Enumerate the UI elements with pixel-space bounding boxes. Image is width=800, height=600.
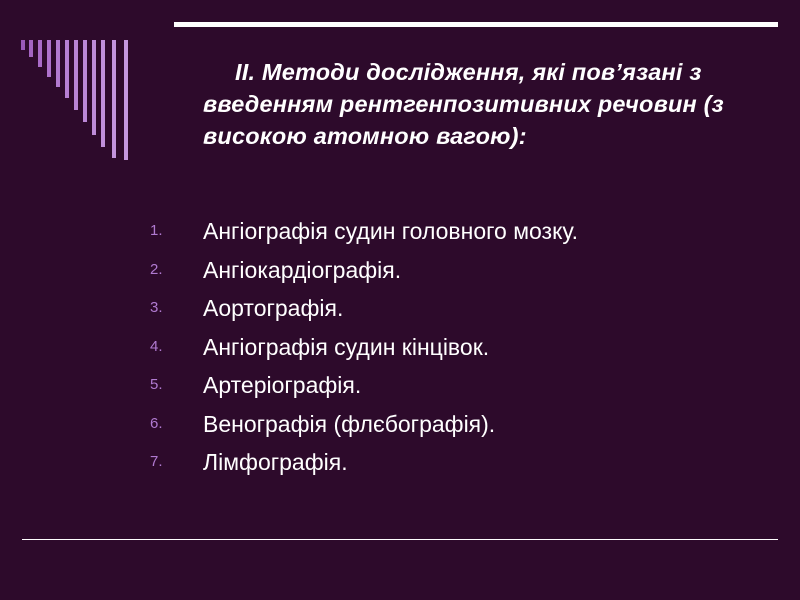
stripe (29, 40, 33, 57)
item-number: 2. (150, 260, 163, 278)
item-number: 3. (150, 299, 163, 316)
item-number: 5. (150, 376, 163, 393)
stripe (47, 40, 51, 77)
stripe (21, 40, 25, 50)
top-rule (174, 22, 778, 27)
item-text: Лімфографія. (203, 449, 348, 475)
methods-list (150, 212, 770, 482)
list-item (150, 289, 770, 328)
list-item (150, 212, 770, 251)
item-text: Ангіографія судин головного мозку. (203, 218, 578, 244)
stripe (92, 40, 96, 135)
item-text: Ангіокардіографія. (203, 256, 402, 283)
item-number: 7. (150, 453, 163, 470)
slide-heading: II. Методи дослідження, які пов’язані з введенням рентгенпозитивних речовин (з високою атомною вагою): (203, 59, 724, 149)
stripe (38, 40, 42, 67)
item-text: Аортографія. (203, 295, 344, 321)
list-item (150, 251, 770, 290)
stripe (124, 40, 128, 160)
item-number: 4. (150, 337, 163, 355)
list-item (150, 443, 770, 482)
stripe (101, 40, 105, 147)
item-text: Ангіографія судин кінцівок. (203, 333, 490, 360)
item-number: 1. (150, 222, 163, 239)
list-item (150, 405, 770, 444)
stripe (83, 40, 87, 122)
stripe (74, 40, 78, 110)
stripe (65, 40, 69, 98)
bottom-rule (22, 539, 778, 540)
item-number: 6. (150, 414, 163, 432)
decorative-stripes (0, 0, 140, 170)
list-item (150, 366, 770, 405)
stripe (56, 40, 60, 87)
stripe (112, 40, 116, 158)
item-text: Венографія (флєбографія). (203, 410, 496, 437)
list-item (150, 328, 770, 367)
item-text: Артеріографія. (203, 372, 362, 398)
